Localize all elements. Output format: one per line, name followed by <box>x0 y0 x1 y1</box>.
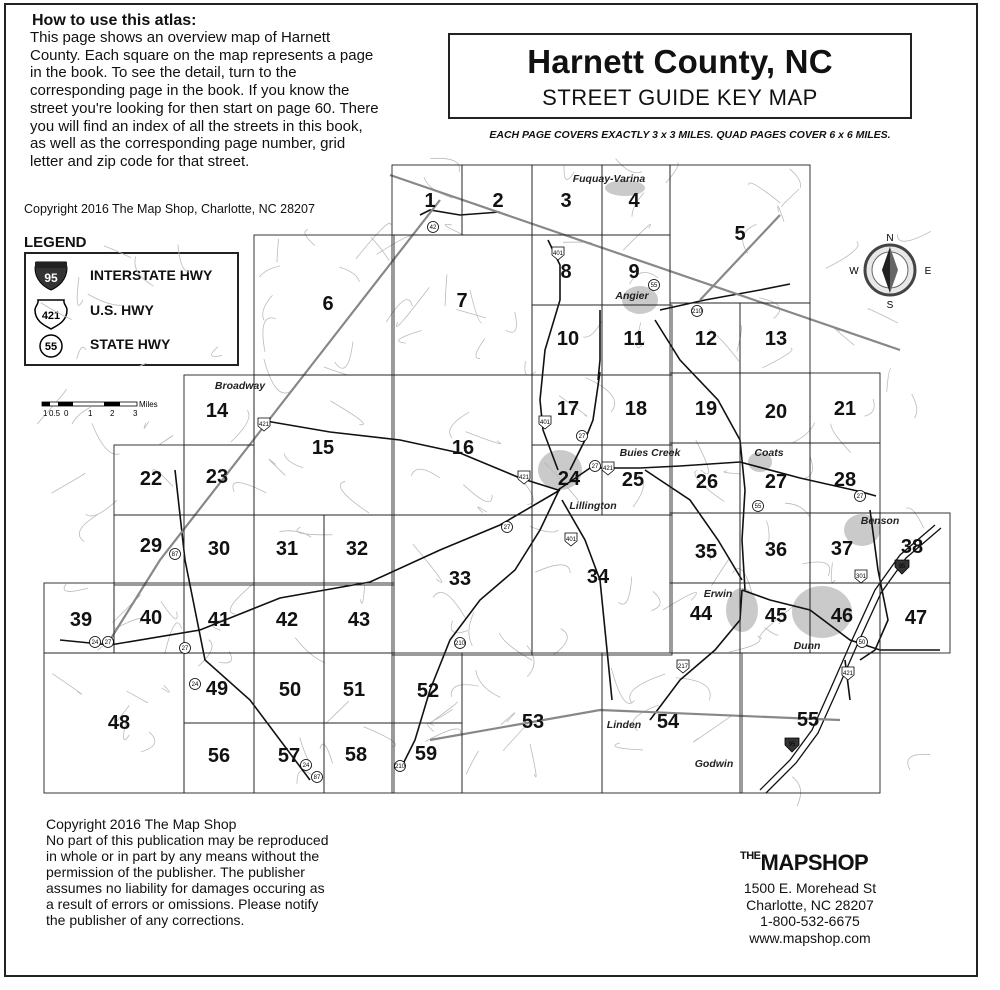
page-number[interactable]: 48 <box>107 712 131 734</box>
page-number[interactable]: 5 <box>734 223 746 245</box>
town-label: Dunn <box>793 640 821 652</box>
svg-text:27: 27 <box>503 525 511 531</box>
copyright-bottom-text: Copyright 2016 The Map Shop No part of this publication may be reproduced in whole or in part by any means without the permission of the publisher. The publisher assumes no liability for damages occuring as a result of errors or omissions. Please notify the publisher of any corrections. <box>46 816 329 928</box>
svg-text:210: 210 <box>691 309 703 315</box>
page-number[interactable]: 11 <box>623 328 645 350</box>
page-number[interactable]: 15 <box>311 437 335 459</box>
page-number[interactable]: 10 <box>556 328 580 350</box>
svg-text:217: 217 <box>677 664 689 670</box>
svg-text:95: 95 <box>898 564 906 570</box>
svg-text:401: 401 <box>539 420 551 426</box>
svg-text:24: 24 <box>191 682 199 688</box>
page-number[interactable]: 56 <box>207 745 231 767</box>
route-shield-icon <box>395 761 406 772</box>
page-number[interactable]: 9 <box>628 261 640 283</box>
route-shield-icon <box>565 533 577 546</box>
route-shield-icon <box>677 660 689 673</box>
scale-tick-2: 2 <box>110 409 115 418</box>
publisher-address <box>730 880 890 946</box>
svg-text:27: 27 <box>856 494 864 500</box>
scale-tick-3: 3 <box>133 409 138 418</box>
page-number[interactable]: 45 <box>764 605 788 627</box>
mapshop-logo <box>740 850 868 876</box>
route-shield-icon <box>895 560 909 574</box>
town-label: Coats <box>754 447 784 459</box>
svg-text:210: 210 <box>454 641 466 647</box>
page-number[interactable]: 27 <box>764 471 788 493</box>
page-number[interactable]: 29 <box>139 535 163 557</box>
page-number[interactable]: 21 <box>833 398 857 420</box>
address-city: Charlotte, NC 28207 <box>746 896 874 913</box>
route-shield-icon <box>753 501 764 512</box>
legend-symbol-state: 55 <box>44 341 58 353</box>
route-shield-icon <box>590 461 601 472</box>
route-shield-icon <box>428 222 439 233</box>
route-shield-icon <box>518 471 530 484</box>
svg-text:50: 50 <box>858 640 866 646</box>
page-number[interactable]: 38 <box>900 536 924 558</box>
interstate-95 <box>760 525 941 793</box>
scale-unit: Miles <box>139 400 158 409</box>
page-number[interactable]: 36 <box>764 539 788 561</box>
svg-text:55: 55 <box>650 283 658 289</box>
svg-text:401: 401 <box>552 251 564 257</box>
page-number[interactable]: 57 <box>277 745 301 767</box>
route-shield-icon <box>502 522 513 533</box>
svg-text:55: 55 <box>754 504 762 510</box>
copyright-top: Copyright 2016 The Map Shop, Charlotte, NC 28207 <box>24 202 315 216</box>
page-number[interactable]: 52 <box>416 680 440 702</box>
legend-symbol-us: 421 <box>41 310 61 322</box>
howto-text: This page shows an overview map of Harnett County. Each square on the map represents a page in the book. To see the detail, turn to the corresponding page in the book. If you know the street you're looking for then start on page 60. There you will find an index of all the streets in this book, as well as the corresponding page number, grid letter and zip code for that street. <box>30 29 379 170</box>
page-number[interactable]: 31 <box>275 538 299 560</box>
route-shield-icon <box>552 247 564 260</box>
route-shield-icon <box>312 772 323 783</box>
page-number[interactable]: 46 <box>830 605 854 627</box>
address-phone: 1-800-532-6675 <box>760 913 860 929</box>
address-web[interactable]: www.mapshop.com <box>749 929 871 946</box>
page-number[interactable]: 24 <box>557 468 581 490</box>
page-number[interactable]: 30 <box>207 538 231 560</box>
page-number[interactable]: 59 <box>414 743 438 765</box>
howto-title: How to use this atlas: <box>32 12 197 29</box>
svg-text:87: 87 <box>171 552 179 558</box>
page-number[interactable]: 55 <box>796 709 820 731</box>
route-shield-icon <box>190 679 201 690</box>
scale-tick-0: 0 <box>64 409 69 418</box>
compass-w: W <box>849 266 859 277</box>
page-number[interactable]: 58 <box>344 744 368 766</box>
brand-prefix: THE <box>740 850 761 862</box>
scale-tick-1b: 1 <box>88 409 93 418</box>
svg-text:27: 27 <box>578 434 586 440</box>
map-title: Harnett County, NC <box>527 43 833 80</box>
page-number[interactable]: 3 <box>560 190 572 212</box>
svg-text:421: 421 <box>842 671 854 677</box>
route-shield-icon <box>539 416 551 429</box>
svg-text:87: 87 <box>313 775 321 781</box>
page-number[interactable]: 34 <box>586 566 610 588</box>
legend-title: LEGEND <box>24 234 87 251</box>
town-label: Benson <box>860 515 900 527</box>
legend-label-us: U.S. HWY <box>90 302 154 318</box>
town-label: Broadway <box>214 380 266 392</box>
svg-text:301: 301 <box>855 574 867 580</box>
page-number[interactable]: 33 <box>448 568 472 590</box>
page-number[interactable]: 16 <box>451 437 475 459</box>
scale-bar <box>42 400 158 418</box>
town-label: Angier <box>615 290 649 302</box>
svg-text:24: 24 <box>302 763 310 769</box>
page-number[interactable]: 54 <box>656 711 680 733</box>
page-number[interactable]: 41 <box>207 609 231 631</box>
page-number[interactable]: 32 <box>345 538 369 560</box>
svg-text:24: 24 <box>91 640 99 646</box>
route-shield-icon <box>602 462 614 475</box>
page-number[interactable]: 28 <box>833 469 857 491</box>
route-shield-icon <box>103 637 114 648</box>
town-label: Linden <box>606 719 642 731</box>
compass <box>849 233 931 311</box>
town-label: Lillington <box>569 500 617 512</box>
page-number[interactable]: 40 <box>139 607 163 629</box>
route-shield-icon <box>301 760 312 771</box>
svg-text:95: 95 <box>788 742 796 748</box>
page-number[interactable]: 37 <box>830 538 854 560</box>
page-number[interactable]: 23 <box>205 466 229 488</box>
page-number[interactable]: 6 <box>322 293 334 315</box>
compass-n: N <box>886 233 894 244</box>
page-number[interactable]: 1 <box>424 190 436 212</box>
legend-symbol-interstate: 95 <box>44 271 58 285</box>
route-shield-icon <box>857 637 868 648</box>
route-shield-icon <box>258 418 270 431</box>
highways <box>60 210 940 780</box>
brand-name: MAPSHOP <box>760 850 869 875</box>
svg-text:27: 27 <box>591 464 599 470</box>
page-number[interactable]: 44 <box>689 603 713 625</box>
town-label: Fuquay-Varina <box>572 173 646 185</box>
page-number[interactable]: 7 <box>456 290 468 312</box>
copyright-bottom <box>46 816 336 928</box>
svg-text:27: 27 <box>181 646 189 652</box>
compass-e: E <box>924 266 932 277</box>
svg-text:421: 421 <box>258 422 270 428</box>
svg-text:27: 27 <box>104 640 112 646</box>
route-shield-icon <box>577 431 588 442</box>
town-label: Buies Creek <box>619 447 681 459</box>
page-number[interactable]: 2 <box>492 190 504 212</box>
address-street: 1500 E. Morehead St <box>743 880 877 896</box>
page-number[interactable]: 12 <box>694 328 718 350</box>
compass-s: S <box>886 300 894 311</box>
page-number[interactable]: 4 <box>628 190 640 212</box>
page-number[interactable]: 39 <box>69 609 93 631</box>
route-shield-icon <box>692 306 703 317</box>
svg-text:401: 401 <box>565 537 577 543</box>
page-number[interactable]: 8 <box>560 261 572 283</box>
page-number[interactable]: 43 <box>347 609 371 631</box>
page-number[interactable]: 13 <box>764 328 788 350</box>
town-label: Godwin <box>694 758 734 770</box>
page-number[interactable]: 49 <box>205 678 229 700</box>
legend-label-interstate: INTERSTATE HWY <box>90 267 213 283</box>
route-shield-icon <box>180 643 191 654</box>
route-shield-icon <box>649 280 660 291</box>
page-number[interactable]: 17 <box>556 398 580 420</box>
page-number[interactable]: 53 <box>521 711 545 733</box>
route-shield-icon <box>842 667 854 680</box>
scale-note: EACH PAGE COVERS EXACTLY 3 x 3 MILES. QUAD PAGES COVER 6 x 6 MILES. <box>489 129 891 141</box>
page-number[interactable]: 35 <box>694 541 718 563</box>
route-shield-icon <box>855 491 866 502</box>
svg-text:421: 421 <box>602 466 614 472</box>
scale-tick-half: 0.5 <box>49 409 61 418</box>
page-number[interactable]: 42 <box>275 609 299 631</box>
page-number[interactable]: 18 <box>624 398 648 420</box>
page-number[interactable]: 14 <box>205 400 229 422</box>
town-label: Erwin <box>703 588 733 600</box>
page-number[interactable]: 51 <box>342 679 366 701</box>
page-number[interactable]: 22 <box>139 468 163 490</box>
route-shield-icon <box>170 549 181 560</box>
route-shield-icon <box>90 637 101 648</box>
map-subtitle: STREET GUIDE KEY MAP <box>542 85 818 110</box>
svg-text:421: 421 <box>518 475 530 481</box>
page-number[interactable]: 20 <box>764 401 788 423</box>
page-number[interactable]: 19 <box>694 398 718 420</box>
svg-text:42: 42 <box>429 225 437 231</box>
page-number[interactable]: 47 <box>904 607 928 629</box>
svg-text:210: 210 <box>394 764 406 770</box>
scale-tick-1: 1 <box>43 409 48 418</box>
route-shield-icon <box>855 570 867 583</box>
route-shield-icon <box>455 638 466 649</box>
page-number[interactable]: 26 <box>695 471 719 493</box>
legend-label-state: STATE HWY <box>90 336 171 352</box>
page-number[interactable]: 50 <box>278 679 302 701</box>
page-number[interactable]: 25 <box>621 469 645 491</box>
